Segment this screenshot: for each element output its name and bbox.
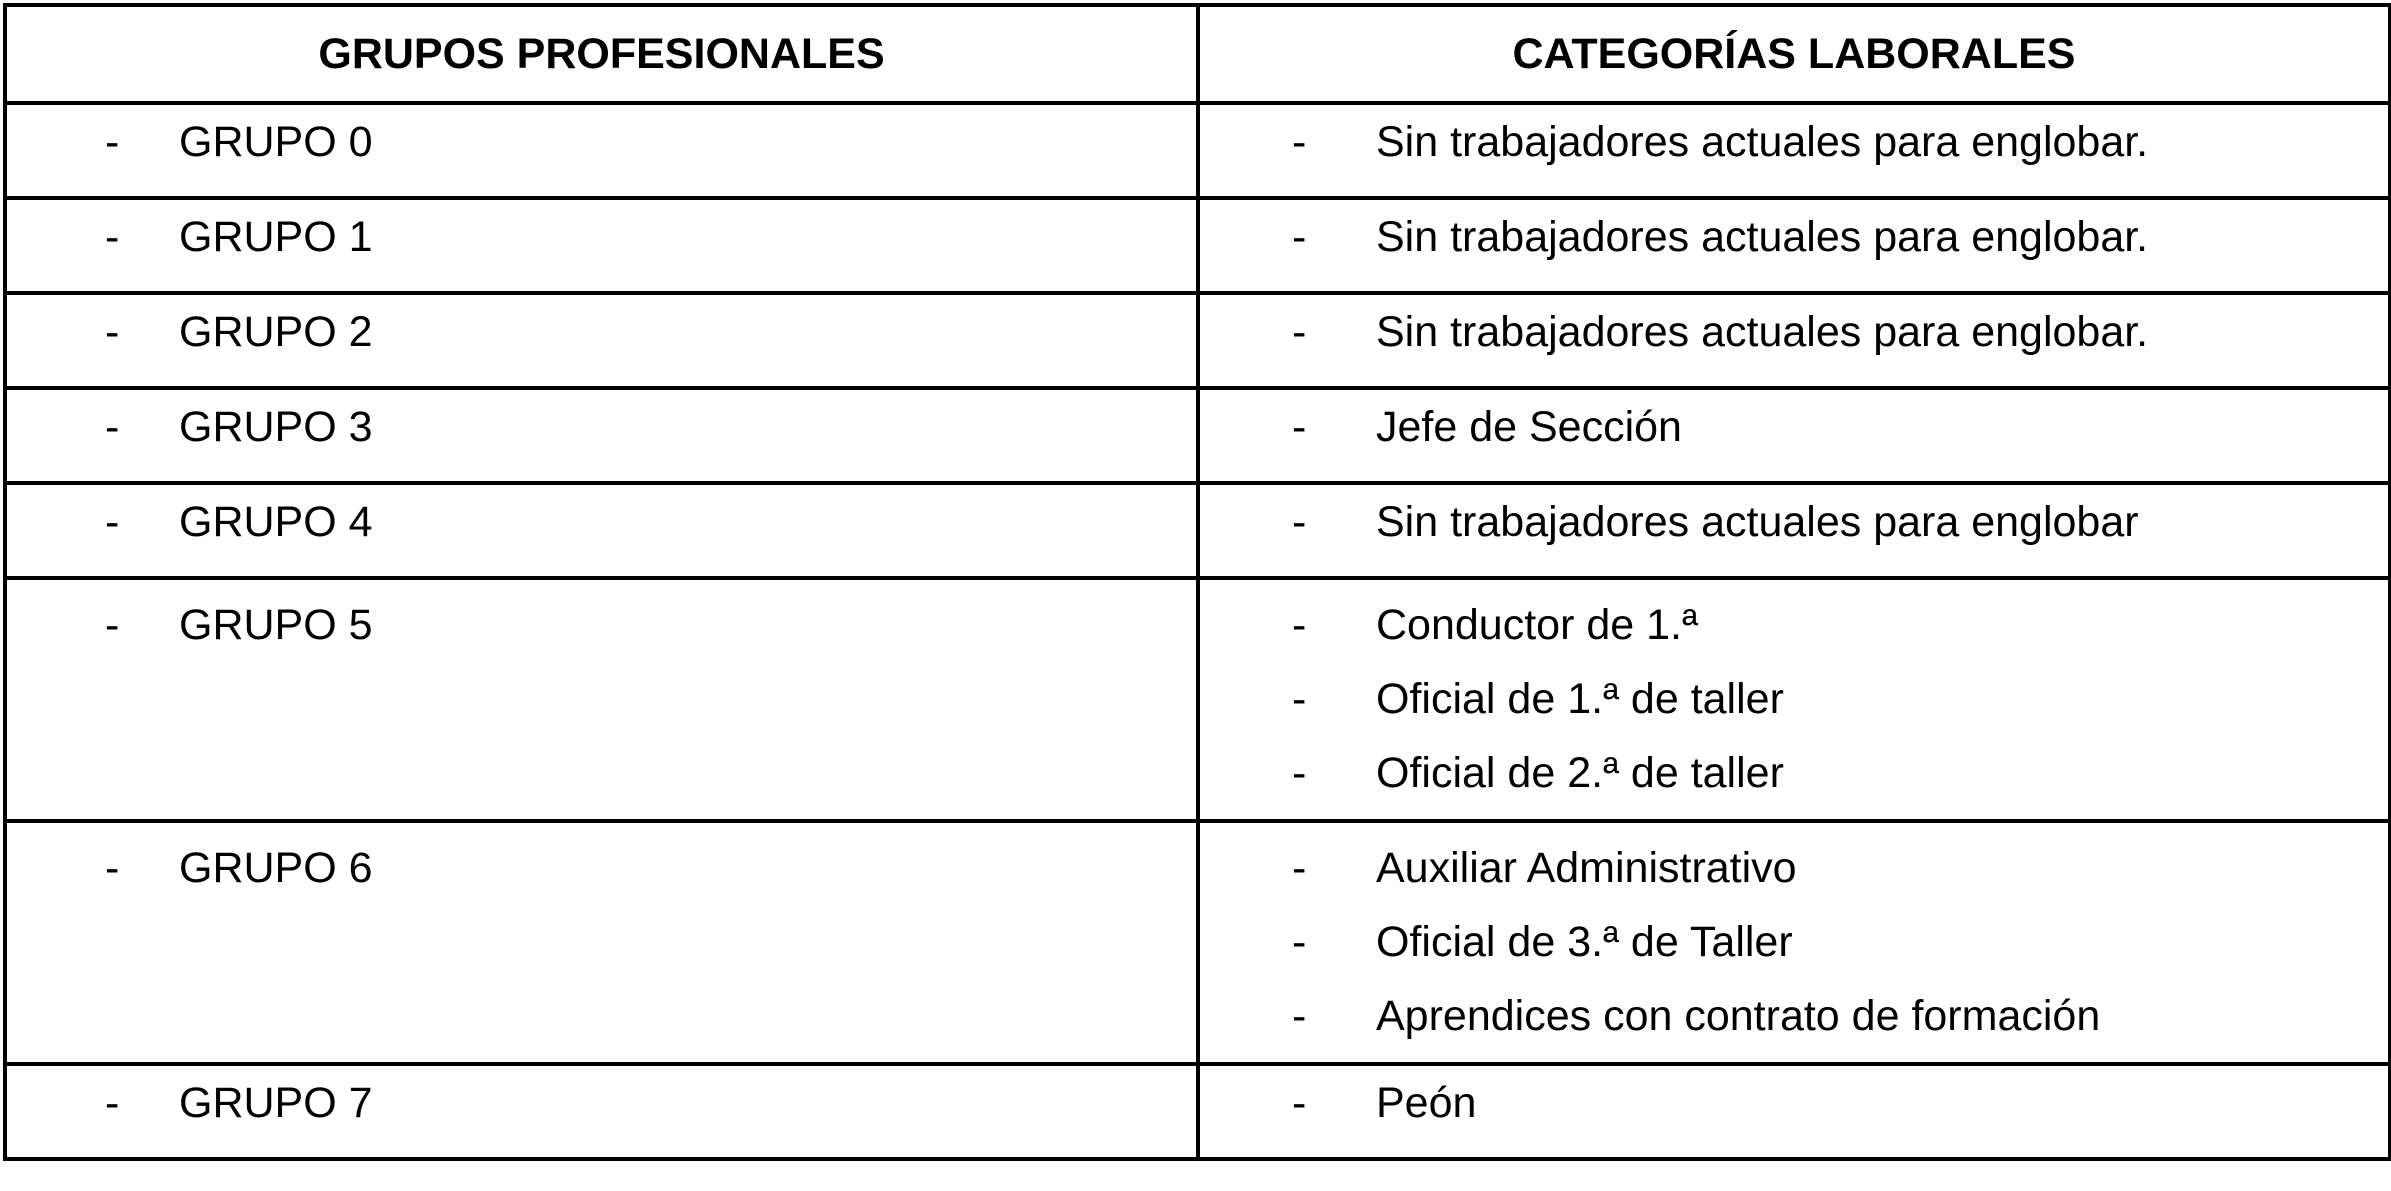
category-item: Peón [1376, 1079, 1477, 1127]
category-cell [1198, 578, 2390, 821]
table-row [5, 198, 2390, 293]
category-cell [1198, 103, 2390, 198]
group-name: GRUPO 2 [179, 308, 373, 356]
group-name: GRUPO 3 [179, 403, 373, 451]
list-dash: - [1292, 1079, 1307, 1127]
list-dash: - [105, 213, 120, 261]
group-name: GRUPO 5 [179, 601, 373, 649]
professional-groups-table [3, 3, 2391, 1161]
group-cell [5, 821, 1198, 1064]
group-cell [5, 293, 1198, 388]
list-dash: - [105, 1079, 120, 1127]
group-cell [5, 578, 1198, 821]
category-cell [1198, 198, 2390, 293]
list-dash: - [105, 498, 120, 546]
group-cell [5, 388, 1198, 483]
category-cell [1198, 483, 2390, 578]
category-item: Oficial de 3.ª de Taller [1376, 918, 1793, 966]
list-dash: - [105, 403, 120, 451]
table-row [5, 293, 2390, 388]
list-dash: - [105, 308, 120, 356]
category-item: Sin trabajadores actuales para englobar. [1376, 213, 2149, 261]
table-row [5, 388, 2390, 483]
category-item: Aprendices con contrato de formación [1376, 992, 2101, 1040]
group-cell [5, 198, 1198, 293]
category-item: Oficial de 2.ª de taller [1376, 749, 1784, 797]
table-row [5, 483, 2390, 578]
list-dash: - [1292, 675, 1307, 723]
table-row [5, 578, 2390, 821]
table-header-row [5, 5, 2390, 103]
category-cell [1198, 388, 2390, 483]
category-item: Sin trabajadores actuales para englobar [1376, 498, 2139, 546]
list-dash: - [1292, 213, 1307, 261]
header-categories: CATEGORÍAS LABORALES [1198, 5, 2390, 103]
category-item: Auxiliar Administrativo [1376, 844, 1797, 892]
category-item: Conductor de 1.ª [1376, 601, 1698, 649]
list-dash: - [1292, 844, 1307, 892]
list-dash: - [1292, 308, 1307, 356]
group-name: GRUPO 0 [179, 118, 373, 166]
group-cell [5, 103, 1198, 198]
list-dash: - [105, 844, 120, 892]
list-dash: - [1292, 992, 1307, 1040]
list-dash: - [1292, 918, 1307, 966]
list-dash: - [1292, 749, 1307, 797]
table-row [5, 1064, 2390, 1159]
group-name: GRUPO 1 [179, 213, 373, 261]
category-item: Jefe de Sección [1376, 403, 1682, 451]
category-cell [1198, 1064, 2390, 1159]
list-dash: - [1292, 403, 1307, 451]
header-groups: GRUPOS PROFESIONALES [5, 5, 1198, 103]
group-name: GRUPO 7 [179, 1079, 373, 1127]
group-name: GRUPO 6 [179, 844, 373, 892]
category-item: Sin trabajadores actuales para englobar. [1376, 308, 2149, 356]
list-dash: - [105, 118, 120, 166]
table-row [5, 103, 2390, 198]
list-dash: - [1292, 118, 1307, 166]
table-row [5, 821, 2390, 1064]
group-cell [5, 1064, 1198, 1159]
group-cell [5, 483, 1198, 578]
category-item: Sin trabajadores actuales para englobar. [1376, 118, 2149, 166]
category-cell [1198, 293, 2390, 388]
group-name: GRUPO 4 [179, 498, 373, 546]
list-dash: - [105, 601, 120, 649]
category-cell [1198, 821, 2390, 1064]
list-dash: - [1292, 498, 1307, 546]
category-item: Oficial de 1.ª de taller [1376, 675, 1784, 723]
list-dash: - [1292, 601, 1307, 649]
